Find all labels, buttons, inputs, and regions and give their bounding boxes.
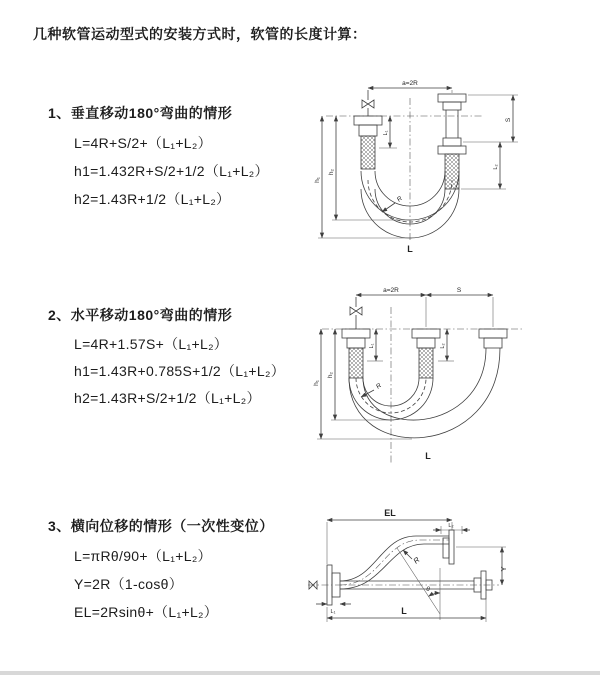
upper-flange	[443, 530, 454, 564]
dimension-l1	[316, 604, 351, 615]
section-2-formula-h1: h1=1.43R+0.785S+1/2（L₁+L₂）	[74, 363, 285, 379]
label-h1: h₁	[313, 380, 320, 386]
label-el: EL	[384, 508, 396, 518]
label-theta: θ	[426, 586, 430, 593]
page-title: 几种软管运动型式的安装方式时，软管的长度计算：	[33, 26, 367, 42]
label-length: L	[425, 451, 431, 461]
section-3-formula-y: Y=2R（1-cosθ）	[74, 576, 184, 592]
label-length: L	[407, 244, 413, 254]
label-radius: R	[395, 195, 404, 204]
label-l1: L₁	[383, 130, 389, 136]
right-fitting	[438, 94, 466, 189]
valve-icon	[350, 297, 362, 329]
section-1-formula-l: L=4R+S/2+（L₁+L₂）	[74, 135, 212, 151]
diagram-horizontal-180-bend	[308, 283, 548, 475]
centerlines	[326, 98, 484, 242]
section-3-formula-l: L=πRθ/90+（L₁+L₂）	[74, 548, 212, 564]
label-l1: L₁	[369, 343, 375, 349]
dimension-a2r	[368, 80, 452, 93]
label-a2r: a=2R	[402, 80, 418, 87]
label-l2: L₂	[448, 523, 454, 529]
label-a2r: a=2R	[383, 287, 399, 294]
section-3-heading: 3、横向位移的情形（一次性变位）	[48, 518, 274, 534]
dimension-s	[463, 95, 518, 142]
dimension-l	[327, 592, 486, 622]
label-s: S	[505, 117, 512, 123]
label-length: L	[401, 606, 407, 616]
valve-icon	[362, 90, 374, 116]
radius-callout	[382, 195, 404, 212]
section-1-formula-h1: h1=1.432R+S/2+1/2（L₁+L₂）	[74, 163, 269, 179]
right-fitting	[479, 329, 507, 348]
label-l2: L₂	[493, 164, 499, 170]
dimension-l2	[461, 142, 506, 189]
label-l2: L₂	[440, 343, 446, 349]
radius-callout	[403, 550, 422, 566]
dimension-l2	[433, 523, 470, 534]
label-radius: R	[374, 382, 383, 391]
dimension-a2r	[356, 287, 426, 295]
section-3-formula-el: EL=2Rsinθ+（L₁+L₂）	[74, 604, 219, 620]
section-1-formula-h2: h2=1.43R+1/2（L₁+L₂）	[74, 191, 231, 207]
section-2-formula-l: L=4R+1.57S+（L₁+L₂）	[74, 336, 229, 352]
hose-straight	[308, 581, 499, 589]
diagram-vertical-180-bend	[310, 76, 540, 254]
label-s: S	[456, 287, 462, 294]
middle-fitting	[412, 329, 440, 378]
label-l1: L₁	[330, 609, 336, 615]
label-y: Y	[499, 566, 508, 572]
label-h1: h₁	[314, 177, 321, 183]
section-2-formula-h2: h2=1.43R+S/2+1/2（L₁+L₂）	[74, 390, 261, 406]
label-h2: h₂	[327, 371, 334, 379]
diagram-lateral-displacement	[300, 500, 600, 652]
dimension-s	[426, 287, 493, 327]
dimension-l1	[367, 329, 383, 361]
label-h2: h₂	[328, 168, 335, 176]
dimension-y	[456, 547, 508, 585]
dimension-h1	[313, 329, 412, 439]
section-1-heading: 1、垂直移动180°弯曲的情形	[48, 105, 233, 121]
left-fitting	[354, 116, 382, 169]
left-fitting	[342, 329, 370, 378]
scan-edge	[0, 671, 600, 675]
label-radius: R	[411, 555, 422, 566]
section-2-heading: 2、水平移动180°弯曲的情形	[48, 307, 233, 323]
